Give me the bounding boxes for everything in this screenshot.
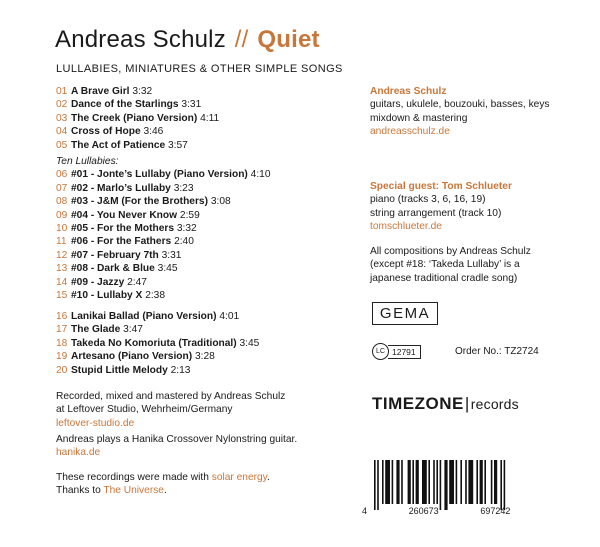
track-number: 05 <box>56 139 68 151</box>
track-duration: 3:31 <box>181 99 202 111</box>
artist-role-1: guitars, ukulele, bouzouki, basses, keys <box>370 99 550 111</box>
track-row <box>56 337 259 350</box>
track-row <box>56 125 219 138</box>
guitar-note <box>56 433 297 460</box>
track-number: 15 <box>56 290 68 302</box>
track-title: A Brave Girl <box>71 86 130 97</box>
barcode-icon <box>374 460 540 510</box>
barcode-digits-right: 697242 <box>480 506 511 516</box>
track-duration: 3:45 <box>239 337 260 349</box>
track-row <box>56 310 259 323</box>
track-title: Dance of the Starlings <box>71 99 179 111</box>
track-duration: 3:31 <box>161 249 182 261</box>
title-separator: // <box>234 26 249 53</box>
track-title: #03 - J&M (For the Brothers) <box>71 196 208 208</box>
timezone-records-logo <box>372 394 519 414</box>
track-title: The Act of Patience <box>71 139 166 151</box>
track-number: 11 <box>56 236 67 248</box>
track-row <box>56 182 271 195</box>
logo-brand: TIMEZONE <box>372 394 464 413</box>
track-duration: 3:46 <box>143 126 164 138</box>
track-duration: 2:40 <box>174 236 194 248</box>
compose-line-1: All compositions by Andreas Schulz <box>370 246 531 257</box>
track-title: #05 - For the Mothers <box>71 223 175 235</box>
track-row <box>56 112 219 125</box>
track-duration: 4:11 <box>200 112 220 124</box>
track-duration: 2:38 <box>145 290 166 302</box>
track-row <box>56 289 271 302</box>
track-duration: 3:32 <box>132 86 153 97</box>
order-number: Order No.: TZ2724 <box>455 346 539 357</box>
solar-energy-link: solar energy <box>211 472 268 483</box>
track-duration: 3:08 <box>210 196 231 208</box>
track-title: Artesano (Piano Version) <box>71 351 193 363</box>
label-code-prefix: LC <box>372 343 389 360</box>
tracklist-lullabies <box>56 155 271 302</box>
track-number: 13 <box>56 263 68 275</box>
universe-link: The Universe <box>103 485 164 497</box>
compose-line-3: japanese traditional cradle song) <box>370 272 518 284</box>
label-code <box>372 343 421 360</box>
track-title: Stupid Little Melody <box>71 364 168 376</box>
lullabies-label: Ten Lullabies: <box>56 156 119 167</box>
track-number: 01 <box>56 86 68 97</box>
gema-logo: GEMA <box>372 302 438 325</box>
label-code-number: 12791 <box>388 345 421 359</box>
artist-role-2: mixdown & mastering <box>370 112 468 124</box>
recording-note <box>56 390 285 430</box>
track-number: 02 <box>56 99 68 111</box>
track-title: #06 - For the Fathers <box>71 236 172 248</box>
track-row <box>56 276 271 289</box>
guest-website-link[interactable]: tomschlueter.de <box>370 221 442 233</box>
guitar-line: Andreas plays a Hanika Crossover Nylonstring guitar. <box>56 434 298 445</box>
track-row <box>56 209 271 222</box>
guest-credits <box>370 180 512 234</box>
track-duration: 3:45 <box>157 263 178 275</box>
track-number: 18 <box>56 337 68 349</box>
track-number: 12 <box>56 249 68 261</box>
track-number: 17 <box>56 324 68 336</box>
track-title: Cross of Hope <box>71 126 141 138</box>
track-title: #09 - Jazzy <box>71 276 125 288</box>
track-duration: 3:28 <box>195 351 215 363</box>
track-duration: 3:32 <box>176 223 197 235</box>
track-row <box>56 85 219 98</box>
tracklist-part-3 <box>56 310 259 377</box>
guest-role-2: string arrangement (track 10) <box>370 207 502 219</box>
track-title: #10 - Lullaby X <box>71 290 143 302</box>
track-title: Lanikai Ballad (Piano Version) <box>71 311 217 322</box>
recording-line-2: at Leftover Studio, Wehrheim/Germany <box>56 404 233 416</box>
track-title: #04 - You Never Know <box>71 209 178 221</box>
track-title: #02 - Marlo’s Lullaby <box>71 182 171 194</box>
barcode-digit-first: 4 <box>362 506 368 516</box>
track-row <box>56 262 271 275</box>
track-duration: 4:01 <box>219 311 240 322</box>
track-title: The Glade <box>71 324 121 336</box>
track-duration: 2:13 <box>170 364 191 376</box>
track-number: 10 <box>56 223 68 235</box>
album-title <box>55 26 320 54</box>
artist-website-link[interactable]: andreasschulz.de <box>370 126 450 138</box>
solar-note <box>56 471 270 498</box>
guest-role-1: piano (tracks 3, 6, 16, 19) <box>370 194 486 206</box>
track-number: 06 <box>56 169 68 181</box>
solar-period: . <box>267 472 270 483</box>
artist-credits <box>370 85 550 139</box>
track-number: 04 <box>56 126 68 138</box>
track-title: #08 - Dark & Blue <box>71 263 155 275</box>
track-title: #01 - Jonte’s Lullaby (Piano Version) <box>71 169 248 181</box>
track-row <box>56 350 259 363</box>
barcode-digits <box>362 506 552 516</box>
studio-link[interactable]: leftover-studio.de <box>56 417 135 429</box>
artist-credit-name: Andreas Schulz <box>370 86 447 97</box>
track-number: 16 <box>56 311 68 322</box>
track-number: 07 <box>56 182 68 194</box>
album-name: Quiet <box>257 26 320 53</box>
composition-note <box>370 245 531 285</box>
track-duration: 3:23 <box>173 182 194 194</box>
logo-suffix: records <box>470 396 519 412</box>
track-number: 09 <box>56 209 68 221</box>
track-row <box>56 235 271 248</box>
album-subtitle: LULLABIES, MINIATURES & OTHER SIMPLE SONGS <box>56 63 343 75</box>
compose-line-2: (except #18: ‘Takeda Lullaby’ is a <box>370 259 520 271</box>
track-duration: 3:57 <box>168 139 188 151</box>
track-number: 14 <box>56 276 68 288</box>
track-row <box>56 364 259 377</box>
track-duration: 2:59 <box>179 209 200 221</box>
thanks-period: . <box>163 485 167 497</box>
tracklist-part-1 <box>56 85 219 152</box>
track-number: 08 <box>56 196 68 208</box>
solar-text: These recordings were made with <box>56 472 212 483</box>
track-row <box>56 195 271 208</box>
track-number: 03 <box>56 112 68 124</box>
track-title: Takeda No Komoriuta (Traditional) <box>71 337 237 349</box>
track-number: 20 <box>56 364 68 376</box>
guest-heading: Special guest: Tom Schlueter <box>370 181 512 192</box>
track-title: The Creek (Piano Version) <box>71 112 198 124</box>
track-row <box>56 168 271 181</box>
logo-separator: | <box>464 394 470 413</box>
track-duration: 2:47 <box>127 276 147 288</box>
track-duration: 3:47 <box>123 324 143 336</box>
barcode-digits-left: 260673 <box>408 506 439 516</box>
track-row <box>56 222 271 235</box>
track-number: 19 <box>56 351 68 363</box>
track-row <box>56 323 259 336</box>
track-title: #07 - February 7th <box>71 249 159 261</box>
track-duration: 4:10 <box>250 169 271 181</box>
track-row <box>56 139 219 152</box>
thanks-text: Thanks to <box>56 485 104 497</box>
artist-name: Andreas Schulz <box>55 26 226 53</box>
hanika-link[interactable]: hanika.de <box>56 447 101 459</box>
recording-line-1: Recorded, mixed and mastered by Andreas Schulz <box>56 391 286 402</box>
track-row <box>56 98 219 111</box>
track-row <box>56 249 271 262</box>
